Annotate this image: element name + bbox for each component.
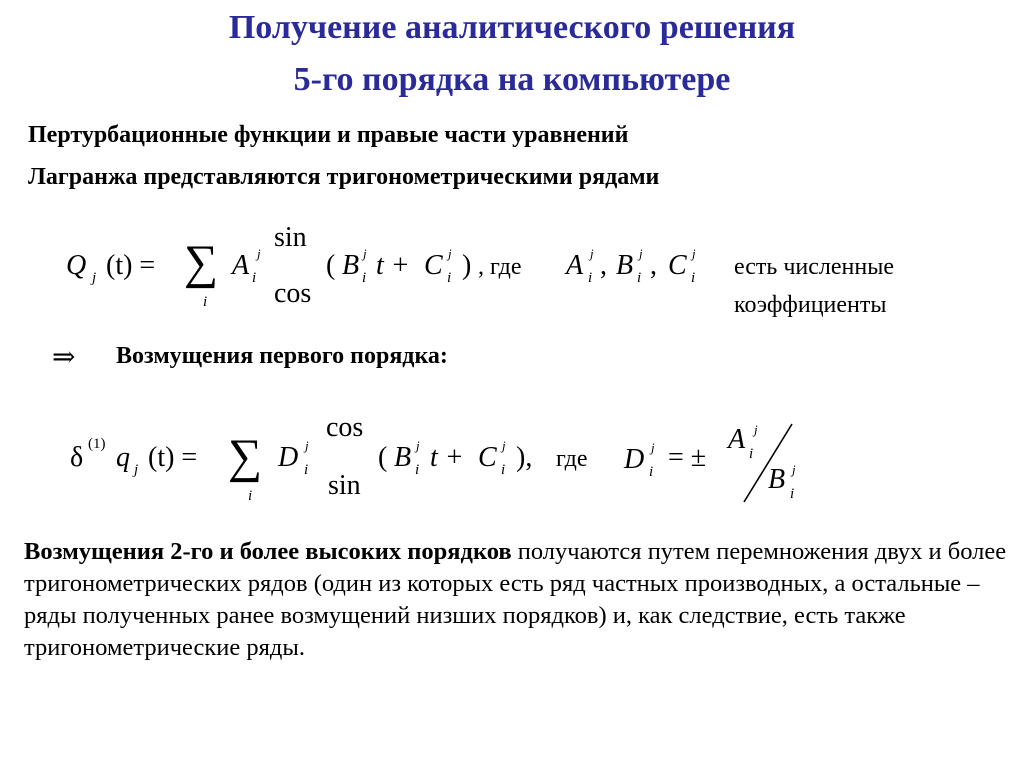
f2-rhs-D-sup: j (651, 440, 655, 455)
f2-order: (1) (88, 436, 106, 452)
f2-C: C (478, 442, 497, 473)
f2-frac-A-sup: j (754, 422, 758, 437)
f2-open-paren: ( (378, 442, 388, 473)
f1-trig-cos: cos (274, 278, 312, 309)
f1-coef-A-sup: j (590, 246, 594, 261)
f1-Q-sub-j: j (92, 270, 97, 286)
f2-B-sup: j (416, 438, 420, 453)
f1-B: B (342, 250, 360, 281)
f2-frac-B-sub: i (790, 486, 795, 502)
conclusion-rest: получаются путем перемножения двух и более тригонометрических рядов (один из которых есть ряд частных производных, а остальные – ряды полученных ранее возмущений низших порядков) и, как следствие, есть также тригонометрические ряды. (24, 538, 1007, 661)
f1-C-sup: j (448, 246, 452, 261)
f1-B-sub: i (362, 270, 367, 286)
f1-C-sub: i (447, 270, 452, 286)
f2-q-sub-j: j (134, 462, 139, 478)
f2-trig-sin: sin (328, 470, 361, 501)
f1-comma-1: , (600, 250, 607, 281)
f1-comma-2: , (650, 250, 657, 281)
f1-coef-C: C (668, 250, 687, 281)
f1-coef-B-sup: j (639, 246, 643, 261)
intro-line2: Лагранжа представляются тригонометрическими рядами (28, 164, 660, 190)
intro-line1: Пертурбационные функции и правые части уравнений (28, 122, 629, 148)
f1-sum-sign: ∑ (184, 236, 219, 289)
f2-q: q (116, 442, 130, 473)
f1-coef-A-sub: i (588, 270, 593, 286)
f2-sum-index: i (248, 488, 253, 504)
f1-where: , где (478, 254, 522, 280)
f2-sum-sign: ∑ (228, 430, 263, 483)
f2-rhs-D: D (624, 444, 645, 475)
f2-frac-B-sup: j (792, 462, 796, 477)
f2-frac-B: B (768, 464, 786, 495)
f2-D-sub: i (304, 462, 309, 478)
f2-C-sub: i (501, 462, 506, 478)
f2-trig-cos: cos (326, 412, 364, 443)
f1-desc-line2: коэффициенты (734, 292, 887, 318)
f2-frac-A: A (728, 424, 746, 455)
f2-t-plus: t + (430, 442, 464, 473)
f2-where: где (556, 446, 588, 472)
conclusion-paragraph (24, 536, 1009, 664)
f1-Q: Q (66, 250, 87, 281)
f2-B: B (394, 442, 412, 473)
f1-sum-index: i (203, 294, 208, 310)
f1-close-paren: ) (462, 250, 472, 281)
f2-eq-pm: = ± (668, 442, 707, 473)
f1-lhs-t: (t) = (106, 250, 156, 281)
f2-close-paren: ), (516, 442, 533, 473)
f2-C-sup: j (502, 438, 506, 453)
f2-D-sup: j (305, 438, 309, 453)
f1-t-plus: t + (376, 250, 410, 281)
f2-frac-A-sub: i (749, 446, 754, 462)
f1-C: C (424, 250, 443, 281)
slide-title-line1: Получение аналитического решения (228, 9, 796, 46)
f1-coef-B: B (616, 250, 634, 281)
f1-desc-line1: есть численные (734, 254, 894, 280)
f2-D: D (278, 442, 299, 473)
f1-open-paren: ( (326, 250, 336, 281)
f2-delta: δ (70, 442, 84, 473)
f1-coef-A: A (566, 250, 584, 281)
conclusion-bold: Возмущения 2-го и более высоких порядков (24, 538, 512, 565)
f1-trig-sin: sin (274, 222, 307, 253)
f1-A-sub: i (252, 270, 257, 286)
implies-arrow-icon: ⇒ (52, 342, 76, 373)
slide-title-line2: 5-го порядка на компьютере (293, 61, 731, 98)
f1-A: A (232, 250, 250, 281)
f2-lhs-t: (t) = (148, 442, 198, 473)
f1-coef-C-sup: j (692, 246, 696, 261)
f1-A-sup: j (257, 246, 261, 261)
first-order-heading: Возмущения первого порядка: (116, 343, 448, 369)
f1-coef-B-sub: i (637, 270, 642, 286)
f2-B-sub: i (415, 462, 420, 478)
f1-B-sup: j (363, 246, 367, 261)
f2-rhs-D-sub: i (649, 464, 654, 480)
f1-coef-C-sub: i (691, 270, 696, 286)
